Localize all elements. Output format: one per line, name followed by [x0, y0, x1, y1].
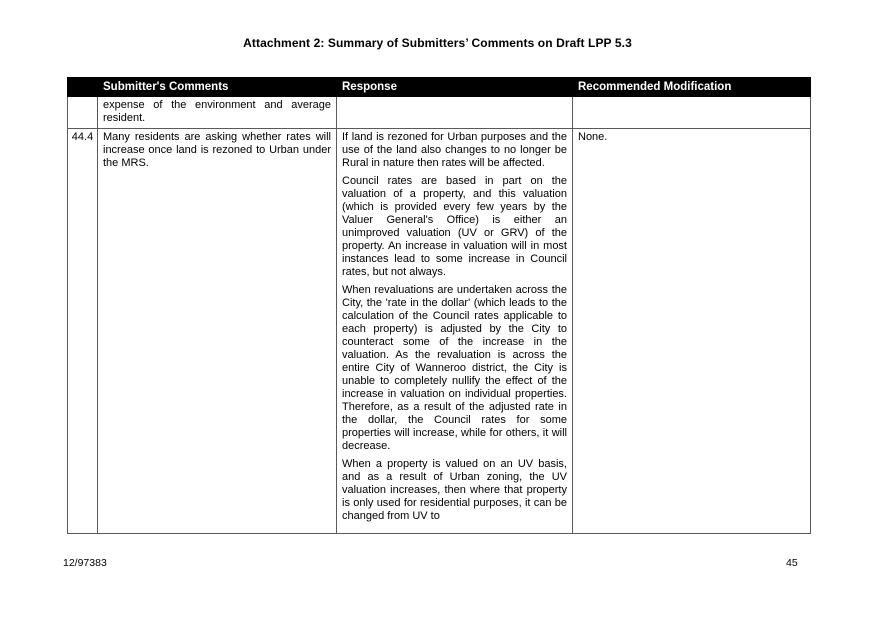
modification-cell: None.: [573, 129, 811, 534]
response-paragraph: When revaluations are undertaken across the City, the 'rate in the dollar' (which leads to the calculation of the Council rates applicable to each property) is adjusted by the City to counteract some of the increase in the valuation. As the revaluation is across the entire City of Wanneroo district, the City is unable to completely nullify the effect of the increase in valuation on individual properties. Therefore, as a result of the adjusted rate in the dollar, the Council rates for some properties will increase, while for others, it will decrease.: [342, 284, 567, 452]
response-cell: [337, 97, 573, 129]
comments-cell: [98, 97, 337, 129]
table-row-44-4: [68, 129, 811, 534]
table-header-row: [68, 78, 811, 97]
header-id: [68, 78, 98, 97]
response-paragraph: When a property is valued on an UV basis, and as a result of Urban zoning, the UV valuation increases, then where that property is only used for residential purposes, it can be changed from UV to: [342, 458, 567, 522]
comments-cell: [98, 129, 337, 534]
row-id-cell: 44.4: [68, 129, 98, 534]
table-row-continuation: [68, 97, 811, 129]
page-title: Attachment 2: Summary of Submitters’ Comments on Draft LPP 5.3: [243, 36, 632, 50]
modification-cell: [573, 97, 811, 129]
header-submitters-comments: Submitter's Comments: [98, 78, 337, 97]
response-paragraph: Council rates are based in part on the valuation of a property, and this valuation (which is provided every few years by the Valuer General's Office) is either an unimproved valuation (UV or GRV) of the property. An increase in valuation will in most instances lead to some increase in Council rates, but not always.: [342, 175, 567, 278]
header-recommended-modification: Recommended Modification: [573, 78, 811, 97]
comment-paragraph: Many residents are asking whether rates will increase once land is rezoned to Urban under the MRS.: [103, 131, 331, 169]
response-cell: [337, 129, 573, 534]
header-response: Response: [337, 78, 573, 97]
response-paragraph: If land is rezoned for Urban purposes and the use of the land also changes to no longer be Rural in nature then rates will be affected.: [342, 131, 567, 169]
footer-page-number: 45: [786, 557, 798, 569]
row-id-cell: [68, 97, 98, 129]
footer-doc-number: 12/97383: [63, 557, 107, 569]
comments-summary-table: [67, 77, 811, 534]
comment-paragraph: expense of the environment and average resident.: [103, 99, 331, 124]
